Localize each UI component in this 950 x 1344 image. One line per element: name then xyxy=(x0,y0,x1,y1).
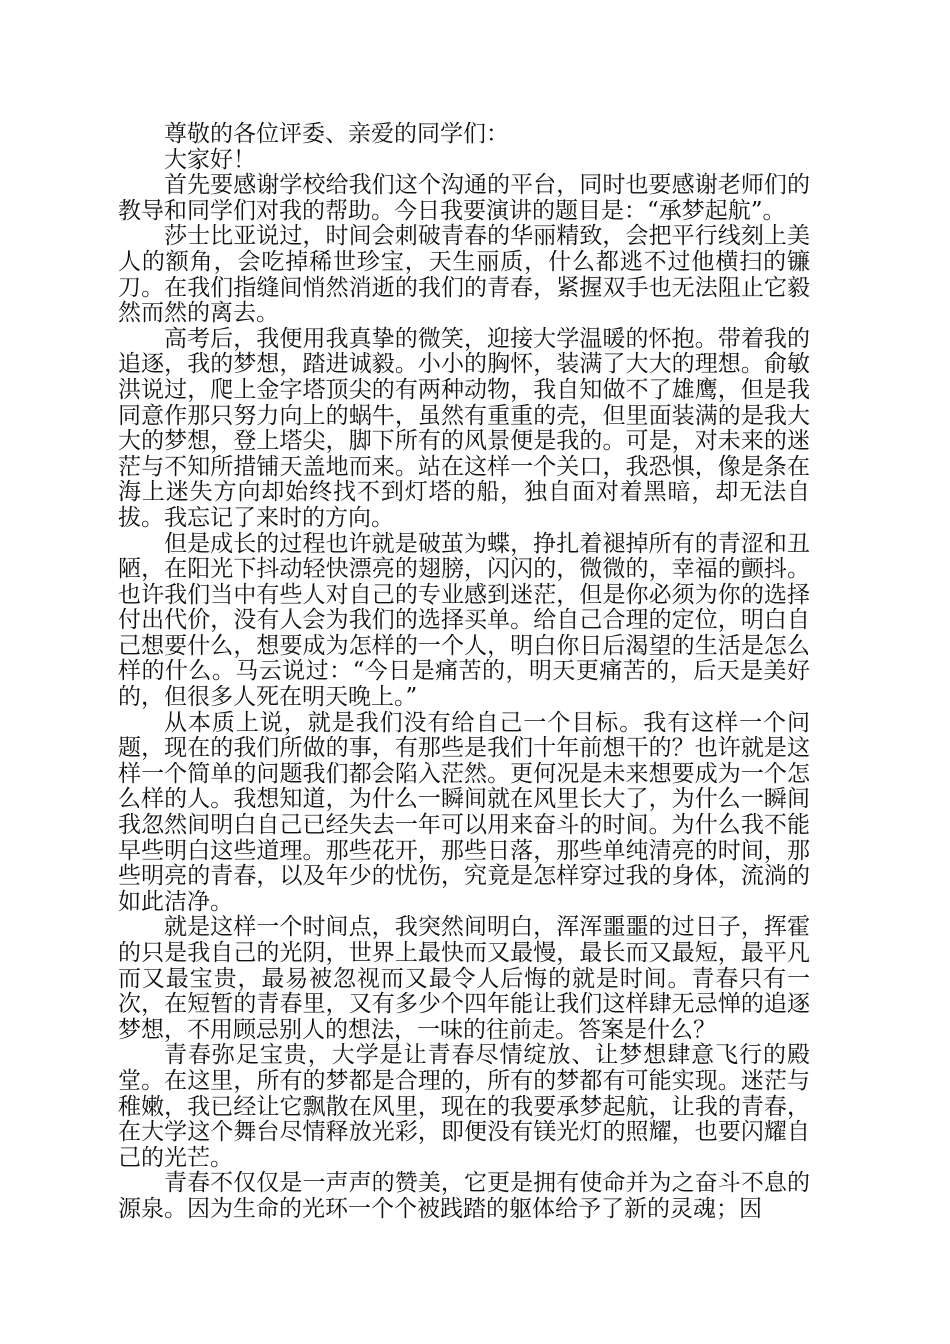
paragraph: 首先要感谢学校给我们这个沟通的平台，同时也要感谢老师们的教导和同学们对我的帮助。今日我要演讲的题目是：“承梦起航”。 xyxy=(118,172,810,224)
speech-body xyxy=(118,122,810,1223)
paragraph: 就是这样一个时间点，我突然间明白，浑浑噩噩的过日子，挥霍的只是我自己的光阴，世界上最快而又最慢，最长而又最短，最平凡而又最宝贵，最易被忽视而又最令人后悔的就是时间。青春只有一次，在短暂的青春里，又有多少个四年能让我们这样肆无忌惮的追逐梦想，不用顾忌别人的想法，一味的往前走。答案是什么？ xyxy=(118,914,810,1043)
paragraph: 青春不仅仅是一声声的赞美，它更是拥有使命并为之奋斗不息的源泉。因为生命的光环一个个被践踏的躯体给予了新的灵魂；因 xyxy=(118,1170,810,1222)
salutation-line: 尊敬的各位评委、亲爱的同学们： xyxy=(164,121,509,147)
paragraph: 青春弥足宝贵，大学是让青春尽情绽放、让梦想肆意飞行的殿堂。在这里，所有的梦都是合理的，所有的梦都有可能实现。迷茫与稚嫩，我已经让它飘散在风里，现在的我要承梦起航，让我的青春，在大学这个舞台尽情释放光彩，即便没有镁光灯的照耀，也要闪耀自己的光芒。 xyxy=(118,1042,810,1171)
greeting-line: 大家好！ xyxy=(164,146,256,173)
paragraph: 但是成长的过程也许就是破茧为蝶，挣扎着褪掉所有的青涩和丑陋，在阳光下抖动轻快漂亮的翅膀，闪闪的，微微的，幸福的颤抖。也许我们当中有些人对自己的专业感到迷茫，但是你必须为你的选择付出代价，没有人会为我们的选择买单。给自己合理的定位，明白自己想要什么，想要成为怎样的一个人，明白你日后渴望的生活是怎么样的什么。马云说过：“今日是痛苦的，明天更痛苦的，后天是美好的，但很多人死在明天晚上。” xyxy=(118,530,810,711)
paragraph: 高考后，我便用我真挚的微笑，迎接大学温暖的怀抱。带着我的追逐，我的梦想，踏进诚毅。小小的胸怀，装满了大大的理想。俞敏洪说过，爬上金字塔顶尖的有两种动物，我自知做不了雄鹰，但是我同意作那只努力向上的蜗牛，虽然有重重的壳，但里面装满的是我大大的梦想，登上塔尖，脚下所有的风景便是我的。可是，对未来的迷茫与不知所措铺天盖地而来。站在这样一个关口，我恐惧，像是条在海上迷失方向却始终找不到灯塔的船，独自面对着黑暗，却无法自拔。我忘记了来时的方向。 xyxy=(118,325,810,531)
paragraph: 莎士比亚说过，时间会刺破青春的华丽精致，会把平行线刻上美人的额角，会吃掉稀世珍宝，天生丽质，什么都逃不过他横扫的镰刀。在我们指缝间悄然消逝的我们的青春，紧握双手也无法阻止它毅然而然的离去。 xyxy=(118,223,810,327)
paragraph: 从本质上说，就是我们没有给自己一个目标。我有这样一个问题，现在的我们所做的事，有那些是我们十年前想干的？也许就是这样一个简单的问题我们都会陷入茫然。更何况是未来想要成为一个怎么样的人。我想知道，为什么一瞬间就在风里长大了，为什么一瞬间我忽然间明白自己已经失去一年可以用来奋斗的时间。为什么我不能早些明白这些道理。那些花开，那些日落，那些单纯清亮的时间，那些明亮的青春，以及年少的忧伤，究竟是怎样穿过我的身体，流淌的如此洁净。 xyxy=(118,709,810,915)
